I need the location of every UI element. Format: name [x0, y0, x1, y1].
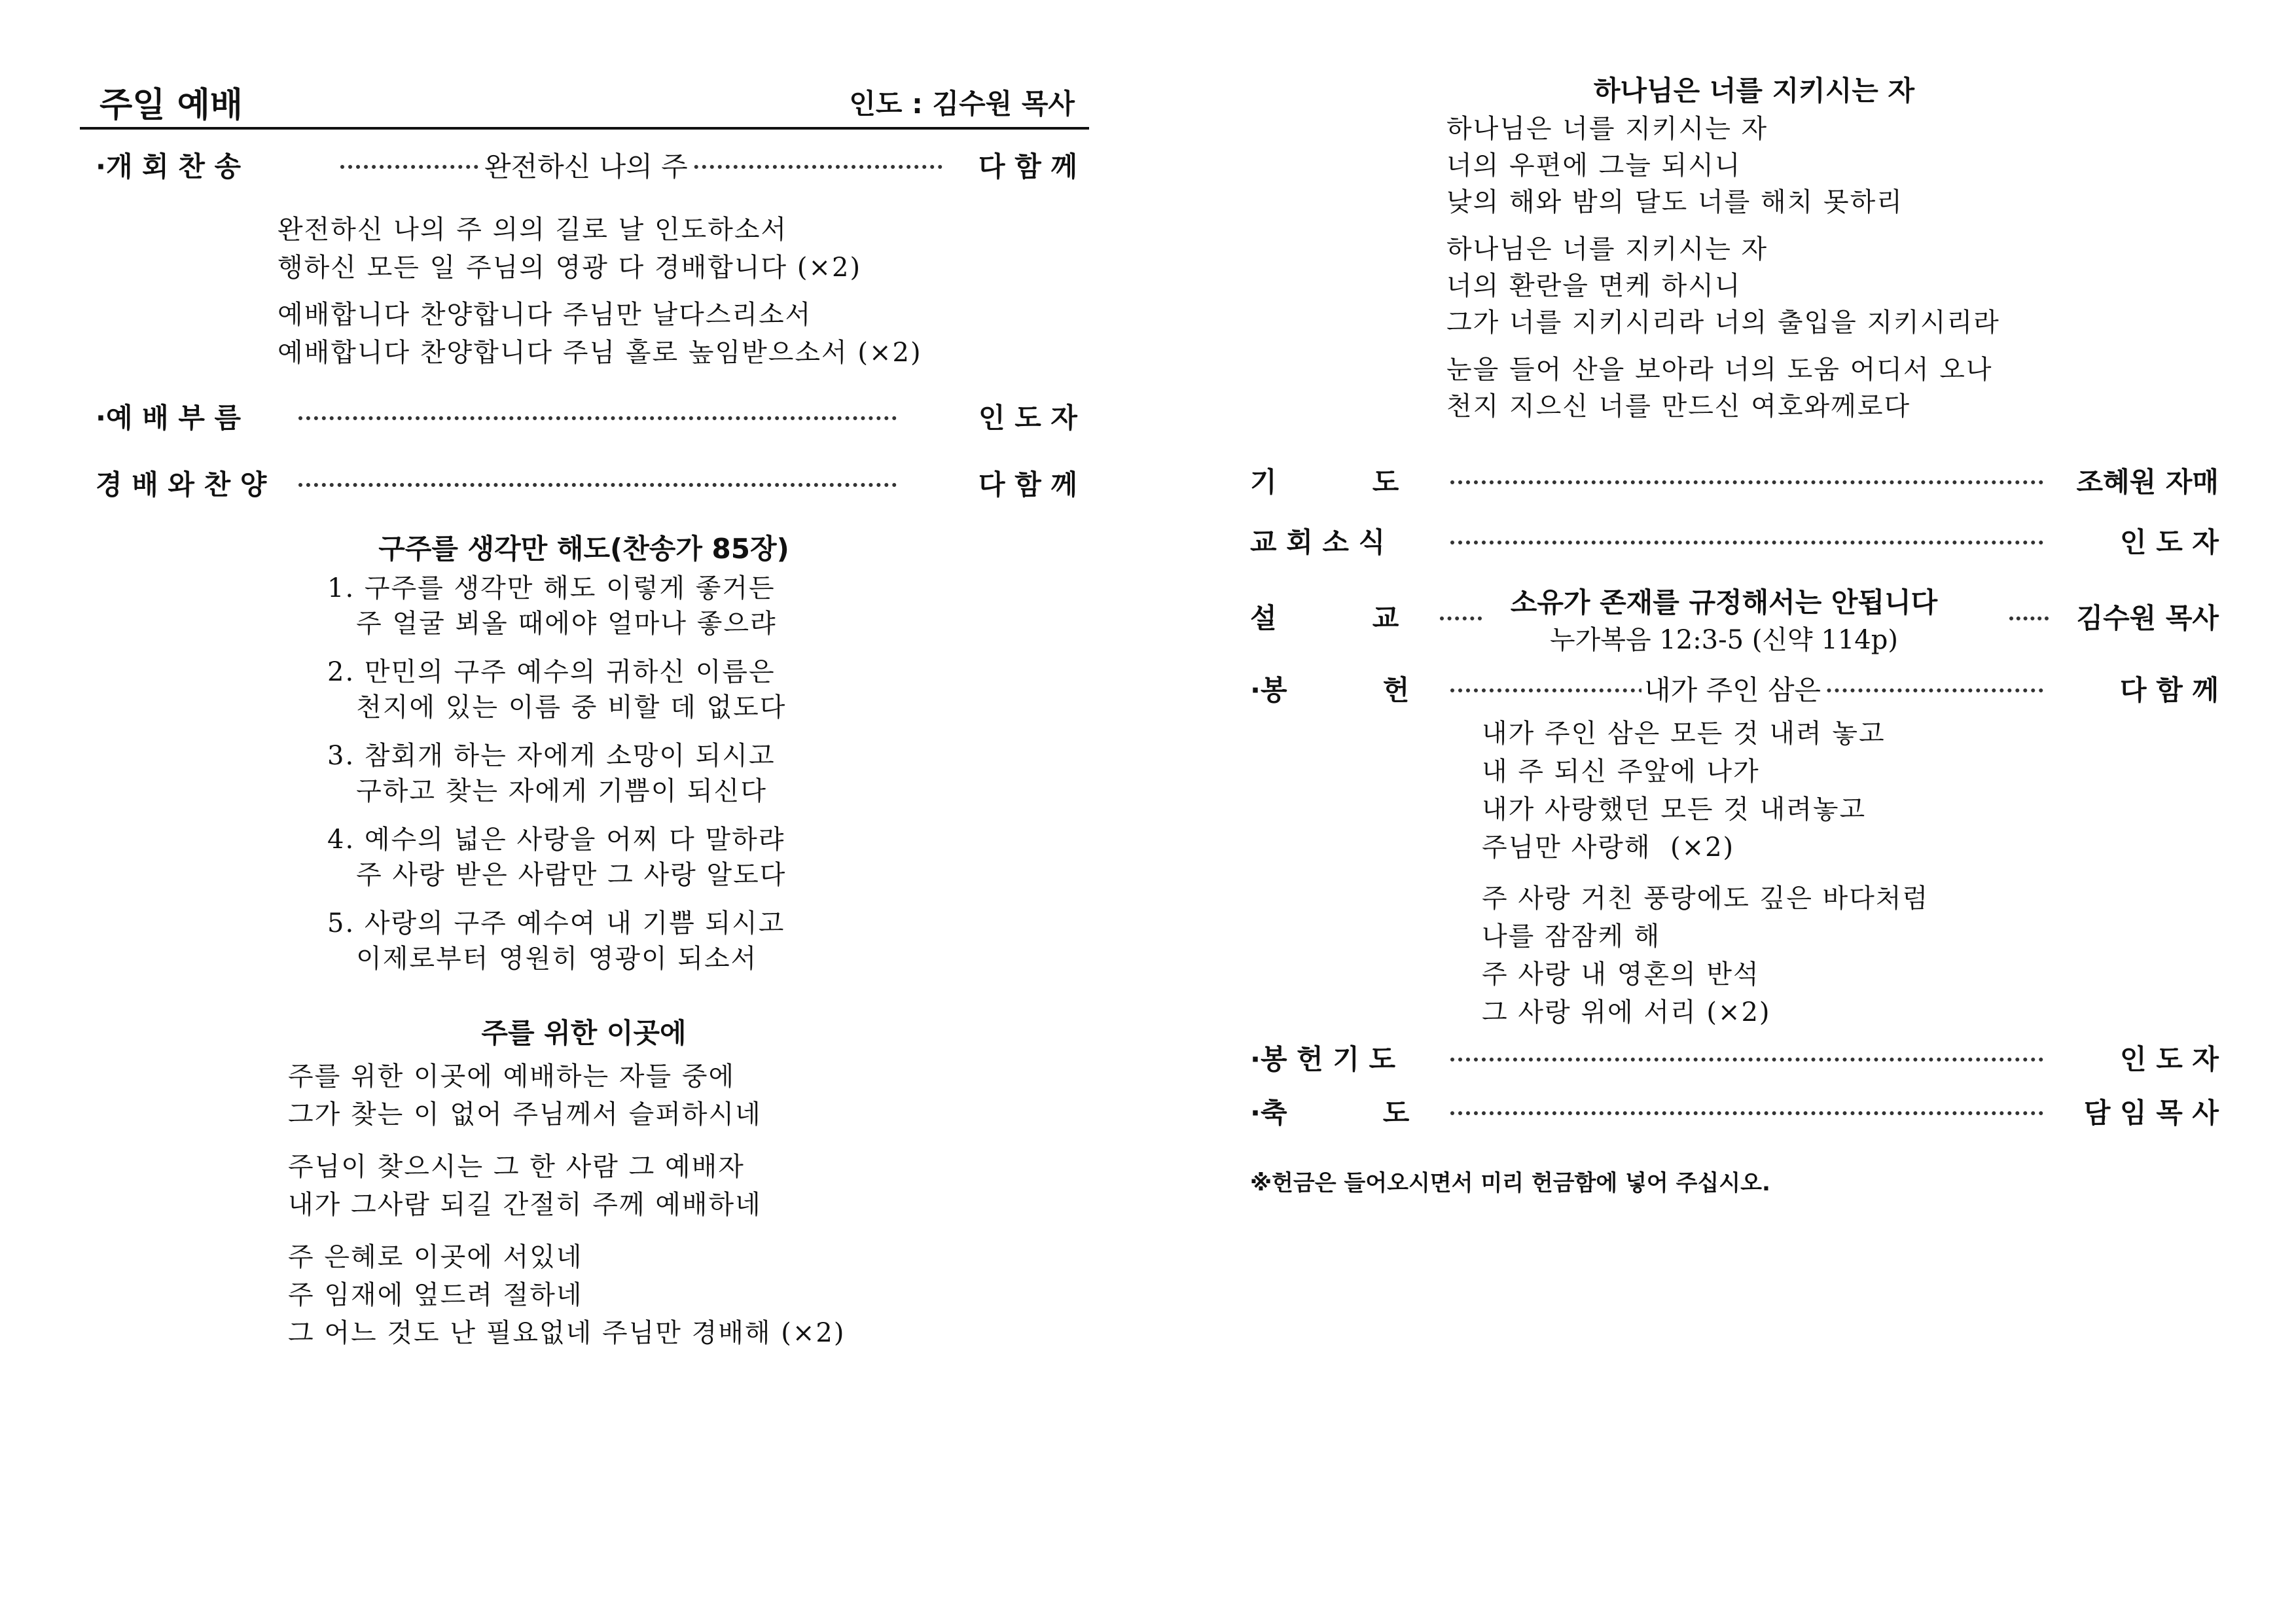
- order-opening-hymn: [96, 145, 1077, 191]
- sermon-scripture: 누가복음 12:3-5 (신약 114p): [1550, 625, 1898, 655]
- lyric-line: 낮의 해와 밤의 달도 너를 해치 못하리: [1446, 187, 1903, 217]
- sermon-title: 소유가 존재를 규정해서는 안됩니다: [1510, 586, 1938, 618]
- service-title: 주일 예배: [99, 86, 243, 125]
- song-name: 완전하신 나의 주: [482, 145, 691, 185]
- order-call-to-worship: [96, 397, 1077, 442]
- order-label: ·개 회 찬 송: [96, 151, 242, 183]
- lyric-line: 내가 그사람 되길 간절히 주께 예배하네: [288, 1190, 762, 1220]
- order-sermon: [1250, 586, 2219, 669]
- leader-dots: [1450, 1058, 2043, 1061]
- leader-dots: [1440, 616, 1482, 620]
- lyric-line: 눈을 들어 산을 보아라 너의 도움 어디서 오나: [1446, 355, 1993, 385]
- lyric-line: 예배합니다 찬양합니다 주님만 날다스리소서: [278, 300, 812, 330]
- lyric-line: 천지 지으신 너를 만드신 여호와께로다: [1446, 391, 1911, 421]
- lyric-line: 완전하신 나의 주 의의 길로 날 인도하소서: [278, 215, 788, 245]
- hymn-title: 구주를 생각만 해도(찬송가 85장): [378, 533, 789, 565]
- verse-line: 주 얼굴 뵈올 때에야 얼마나 좋으랴: [327, 609, 777, 639]
- verse-line: 5. 사랑의 구주 예수여 내 기쁨 되시고: [327, 908, 785, 938]
- service-leader: 인도 : 김수원 목사: [849, 88, 1075, 120]
- order-label: ·봉 헌: [1250, 674, 1410, 706]
- order-label: 경 배 와 찬 양: [96, 469, 267, 501]
- verse-line: 구하고 찾는 자에게 기쁨이 되신다: [327, 776, 767, 806]
- order-performer: 김수원 목사: [2076, 602, 2219, 634]
- lyric-line: 행하신 모든 일 주님의 영광 다 경배합니다 (×2): [278, 253, 862, 283]
- lyric-line: 내가 사랑했던 모든 것 내려놓고: [1482, 794, 1867, 825]
- verse-line: 1. 구주를 생각만 해도 이렇게 좋거든: [327, 573, 776, 603]
- order-label: 설 교: [1250, 602, 1399, 634]
- order-label: ·봉 헌 기 도: [1250, 1043, 1396, 1075]
- verse-line: 이제로부터 영원히 영광이 되소서: [327, 944, 758, 974]
- order-offering-prayer: [1250, 1038, 2219, 1084]
- lyric-line: 너의 우편에 그늘 되시니: [1446, 151, 1742, 181]
- verse-line: 3. 참회개 하는 자에게 소망이 되시고: [327, 741, 776, 771]
- order-performer: 조혜원 자매: [2076, 466, 2219, 498]
- song-title: 하나님은 너를 지키시는 자: [1593, 75, 1915, 107]
- leader-dots: [1450, 541, 2043, 544]
- song-title: 주를 위한 이곳에: [481, 1017, 687, 1049]
- order-performer: 담 임 목 사: [2083, 1097, 2219, 1129]
- leader-dots: [2009, 616, 2049, 620]
- lyric-line: 내가 주인 삼은 모든 것 내려 놓고: [1482, 719, 1886, 749]
- verse-line: 주 사랑 받은 사람만 그 사랑 알도다: [327, 860, 787, 890]
- lyric-line: 주님만 사랑해 (×2): [1482, 832, 1735, 863]
- order-prayer: [1250, 461, 2219, 507]
- lyric-line: 주 임재에 엎드려 절하네: [288, 1280, 583, 1310]
- lyric-line: 주 사랑 거친 풍랑에도 깊은 바다처럼: [1482, 883, 1929, 914]
- lyric-line: 그 사랑 위에 서리 (×2): [1482, 997, 1771, 1027]
- leader-dots: [1450, 480, 2043, 484]
- order-label: ·축 도: [1250, 1097, 1410, 1129]
- lyric-line: 하나님은 너를 지키시는 자: [1446, 234, 1768, 264]
- header-rule: [80, 127, 1089, 130]
- verse-line: 4. 예수의 넓은 사랑을 어찌 다 말하랴: [327, 825, 785, 855]
- order-performer: 인 도 자: [2120, 1043, 2219, 1075]
- order-announcements: [1250, 521, 2219, 567]
- order-performer: 다 함 께: [2120, 674, 2219, 706]
- lyric-line: 그 어느 것도 난 필요없네 주님만 경배해 (×2): [288, 1318, 846, 1348]
- song-name: 내가 주인 삼은: [1641, 669, 1823, 708]
- order-benediction: [1250, 1092, 2219, 1137]
- lyric-line: 하나님은 너를 지키시는 자: [1446, 114, 1768, 144]
- order-performer: 인 도 자: [2120, 526, 2219, 558]
- order-performer: 인 도 자: [978, 402, 1077, 434]
- lyric-line: 나를 잠잠케 해: [1482, 921, 1661, 952]
- lyric-line: 내 주 되신 주앞에 나가: [1482, 757, 1760, 787]
- lyric-line: 주 은혜로 이곳에 서있네: [288, 1242, 583, 1272]
- verse-line: 2. 만민의 구주 예수의 귀하신 이름은: [327, 657, 776, 687]
- lyric-line: 그가 너를 지키시리라 너의 출입을 지키시리라: [1446, 308, 2000, 338]
- order-performer: 다 함 께: [978, 151, 1077, 183]
- lyric-line: 예배합니다 찬양합니다 주님 홀로 높임받으소서 (×2): [278, 338, 922, 368]
- leader-dots: [298, 483, 897, 487]
- order-label: ·예 배 부 름: [96, 402, 242, 434]
- leader-dots: [1450, 1111, 2043, 1115]
- verse-line: 천지에 있는 이름 중 비할 데 없도다: [327, 692, 787, 722]
- lyric-line: 너의 환란을 면케 하시니: [1446, 271, 1742, 301]
- order-label: 교 회 소 식: [1250, 526, 1386, 558]
- order-praise: [96, 463, 1077, 509]
- order-label: 기 도: [1250, 466, 1399, 498]
- lyric-line: 주 사랑 내 영혼의 반석: [1482, 959, 1760, 990]
- order-offering: [1250, 669, 2219, 715]
- order-performer: 다 함 께: [978, 469, 1077, 501]
- lyric-line: 그가 찾는 이 없어 주님께서 슬퍼하시네: [288, 1099, 762, 1130]
- leader-dots: [298, 416, 897, 420]
- offering-note: ※헌금은 들어오시면서 미리 헌금함에 넣어 주십시오.: [1250, 1170, 1770, 1196]
- lyric-line: 주님이 찾으시는 그 한 사람 그 예배자: [288, 1152, 745, 1182]
- lyric-line: 주를 위한 이곳에 예배하는 자들 중에: [288, 1061, 736, 1092]
